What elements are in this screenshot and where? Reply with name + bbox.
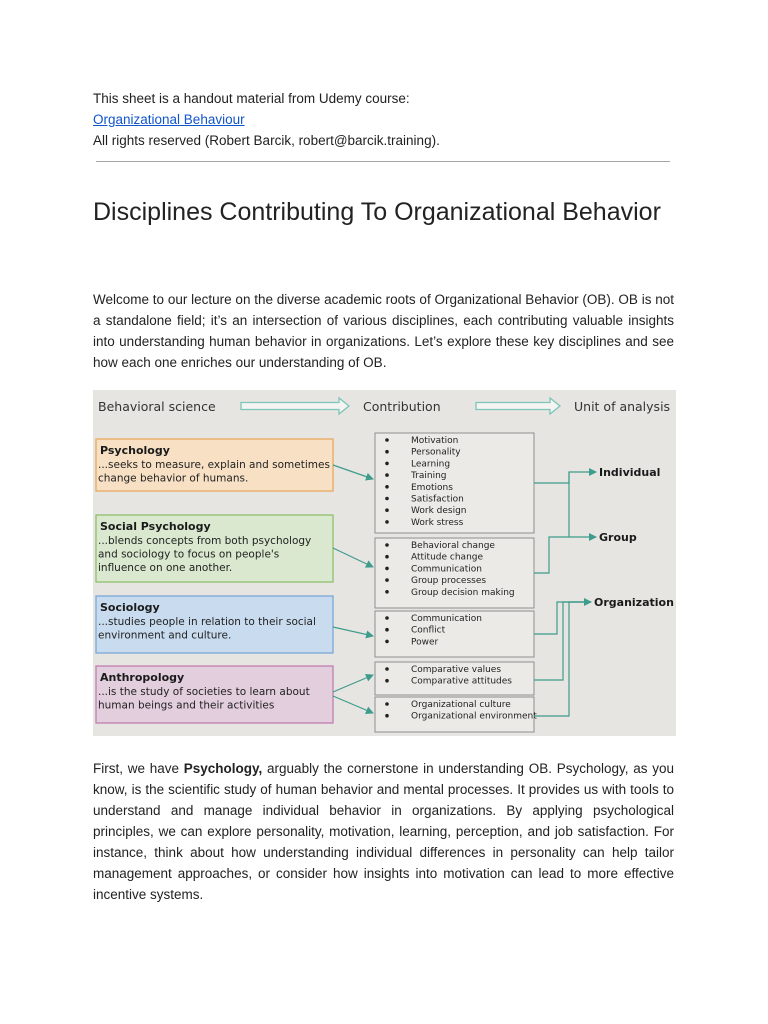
contribution-bullet-1-0 [385, 543, 389, 547]
contribution-bullet-0-1 [385, 450, 389, 454]
intro-paragraph: Welcome to our lecture on the diverse academic roots of Organizational Behavior (OB). OB is not a standalone field; it’s an intersection of various disciplines, each contributing valuable insights into understanding human behavior in organizations. Let’s explore these key disciplines and see how each one enriches our understanding of OB. [93, 292, 674, 370]
contribution-bullet-4-0 [385, 702, 389, 706]
discipline-desc-0-0: ...seeks to measure, explain and sometimes [98, 459, 330, 471]
contribution-bullet-3-1 [385, 679, 389, 683]
discipline-title-1: Social Psychology [100, 520, 211, 533]
connector-individual [534, 472, 596, 483]
psychology-text: arguably the cornerstone in understanding OB. Psychology, as you know, is the scientific study of human behavior and mental processes. It provides us with tools to understand and manage individual behavior in organizations. By applying psychological principles, we can explore personality, motivation, learning, perception, and job satisfaction. For instance, think about how understanding individual differences in personality can help tailor management approaches, or consider how insights into motivation can lead to more effective incentive systems. [93, 761, 674, 902]
handout-note: This sheet is a handout material from Udemy course: [93, 91, 410, 106]
discipline-desc-3-0: ...is the study of societies to learn about [98, 686, 310, 698]
ob-disciplines-diagram [93, 390, 676, 736]
connector-organization-2 [534, 602, 591, 680]
page-title: Disciplines Contributing To Organizational Behavior [93, 198, 661, 226]
contribution-item-1-1: Attitude change [411, 552, 484, 563]
arrow-sociology-contrib [333, 627, 373, 636]
discipline-desc-1-1: and sociology to focus on people's [98, 548, 280, 561]
horizontal-divider [96, 161, 670, 162]
contribution-item-0-6: Work design [411, 506, 467, 517]
discipline-desc-1-0: ...blends concepts from both psychology [98, 535, 312, 547]
discipline-desc-0-1: change behavior of humans. [98, 472, 249, 485]
discipline-desc-2-1: environment and culture. [98, 629, 232, 642]
contribution-item-2-2: Power [411, 637, 439, 648]
rights-notice: All rights reserved (Robert Barcik, robert@barcik.training). [93, 133, 440, 148]
contribution-bullet-2-0 [385, 616, 389, 620]
contribution-item-0-1: Personality [411, 447, 461, 458]
contribution-bullet-2-1 [385, 628, 389, 632]
contribution-item-1-0: Behavioral change [411, 541, 495, 551]
contribution-bullet-0-3 [385, 473, 389, 477]
connector-group [534, 537, 596, 573]
psychology-term: Psychology, [183, 761, 263, 776]
contribution-item-2-1: Conflict [411, 625, 446, 636]
unit-2: Organization [594, 596, 674, 609]
contribution-bullet-1-3 [385, 578, 389, 582]
arrow-psychology-contrib [333, 465, 373, 479]
contribution-item-0-5: Satisfaction [411, 494, 464, 505]
contribution-bullet-3-0 [385, 667, 389, 671]
contribution-item-0-0: Motivation [411, 436, 459, 446]
contribution-item-0-2: Learning [411, 459, 451, 470]
contribution-item-4-0: Organizational culture [411, 700, 511, 710]
diagram-header-1: Contribution [363, 399, 441, 414]
discipline-title-2: Sociology [100, 601, 160, 614]
contribution-bullet-0-2 [385, 462, 389, 466]
contribution-bullet-4-1 [385, 714, 389, 718]
arrow-anthro-contrib-2 [333, 696, 373, 713]
header-arrow-1 [241, 398, 349, 414]
contribution-bullet-0-5 [385, 497, 389, 501]
contribution-item-0-4: Emotions [411, 482, 453, 493]
psychology-paragraph [93, 758, 674, 905]
discipline-title-0: Psychology [100, 444, 170, 457]
discipline-title-3: Anthropology [100, 671, 185, 684]
contribution-item-4-1: Organizational environment [411, 711, 537, 722]
discipline-desc-2-0: ...studies people in relation to their social [98, 616, 316, 628]
contribution-bullet-1-1 [385, 555, 389, 559]
unit-0: Individual [599, 466, 661, 479]
contribution-bullet-0-4 [385, 485, 389, 489]
header-arrow-2 [476, 398, 560, 414]
contribution-item-2-0: Communication [411, 614, 482, 624]
contribution-item-3-0: Comparative values [411, 665, 502, 675]
discipline-desc-3-1: human beings and their activities [98, 699, 275, 712]
contribution-bullet-0-6 [385, 508, 389, 512]
contribution-bullet-1-2 [385, 567, 389, 571]
discipline-desc-1-2: influence on one another. [98, 562, 233, 574]
contribution-bullet-0-7 [385, 520, 389, 524]
unit-1: Group [599, 531, 637, 544]
contribution-item-0-7: Work stress [411, 517, 464, 528]
arrow-socialpsych-contrib [333, 548, 373, 567]
diagram-canvas [93, 390, 676, 736]
contribution-bullet-0-0 [385, 438, 389, 442]
diagram-header-0: Behavioral science [98, 399, 216, 414]
contribution-bullet-1-4 [385, 590, 389, 594]
contribution-item-1-3: Group processes [411, 576, 487, 587]
contribution-item-1-2: Communication [411, 564, 482, 575]
contribution-item-1-4: Group decision making [411, 587, 515, 598]
diagram-header-2: Unit of analysis [574, 399, 671, 414]
contribution-item-0-3: Training [411, 471, 447, 482]
handout-header [93, 88, 440, 151]
arrow-anthro-contrib-1 [333, 675, 373, 692]
contribution-item-3-1: Comparative attitudes [411, 676, 512, 687]
course-link[interactable]: Organizational Behaviour [93, 112, 245, 127]
contribution-bullet-2-2 [385, 640, 389, 644]
psychology-lead: First, we have [93, 761, 184, 776]
